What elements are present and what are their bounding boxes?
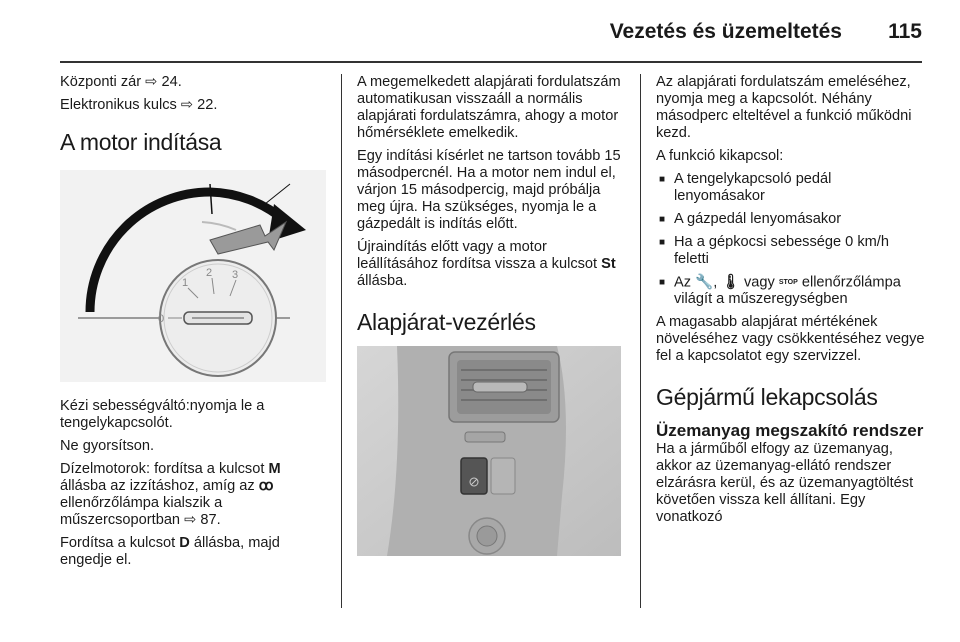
page-header [0, 0, 960, 62]
idle-control-switch-photo [357, 346, 621, 556]
reference-electronic-key: Elektronikus kulcs ⇨ 22. [60, 97, 218, 113]
paragraph-service: A magasabb alapjárat mértékének növeléséhez vagy csökkentéséhez vegye fel a kapcsolatot egy szervizzel. [656, 314, 925, 365]
paragraph-manual-gearbox: Kézi sebességváltó:nyomja le a tengelykapcsolót. [60, 398, 265, 431]
list-item: ■ Ha a gépkocsi sebessége 0 km/h feletti [656, 234, 926, 268]
coolant-temperature-icon: 🌡 [721, 274, 740, 291]
column-2 [357, 74, 627, 556]
section-heading-vehicle-shutdown: Gépjármű lekapcsolás [656, 384, 878, 411]
subheading-fuel-cutoff: Üzemanyag megszakító rendszer [656, 421, 924, 441]
paragraph-idle-switch: Az alapjárati fordulatszám emeléséhez, nyomja meg a kapcsolót. Néhány másodperc elteltével a funkció működni kezd. [656, 74, 912, 141]
section-heading-engine-start: A motor indítása [60, 129, 222, 155]
position-label-0: 0 [158, 313, 165, 325]
stop-icon: STOP [778, 279, 798, 286]
column-1 [60, 74, 330, 575]
key-position-st: St [601, 256, 616, 272]
header-rule [60, 61, 922, 63]
vent-lower-slot [465, 432, 505, 442]
header-title: Vezetés és üzemeltetés [609, 20, 842, 43]
section-heading-idle-control: Alapjárat-vezérlés [357, 309, 536, 335]
position-label-2: 2 [206, 267, 213, 279]
paragraph-idle-return: A megemelkedett alapjárati fordulatszám automatikusan visszaáll a normális alapjárati fordulatszámra, ahogy a motor hőmérséklete emelkedik. [357, 74, 621, 141]
list-item: ■ A tengelykapcsoló pedál lenyomásakor [656, 171, 926, 205]
list-item: ■ Az 🔧, 🌡 vagy STOP ellenőrzőlámpa világít a műszeregységben [656, 274, 926, 308]
glow-plug-icon: ꝏ [258, 478, 274, 494]
list-item: ■ A gázpedál lenyomásakor [656, 211, 926, 228]
paragraph-turn-key: Fordítsa a kulcsot D állásba, majd engedje el. [60, 535, 280, 568]
position-label-1: 1 [182, 277, 189, 289]
column-divider-2 [640, 74, 641, 608]
reference-central-lock: Központi zár ⇨ 24. [60, 74, 182, 90]
key-position-m: M [268, 461, 281, 477]
paragraph-restart: Újraindítás előtt vagy a motor leállításához fordítsa vissza a kulcsot St állásba. [357, 239, 616, 289]
paragraph-diesel: Dízelmotorok: fordítsa a kulcsot M állásba az izzításhoz, amíg az ꝏ ellenőrzőlámpa kialszik a műszercsoportban ⇨ 87. [60, 461, 281, 528]
paragraph-no-throttle: Ne gyorsítson. [60, 438, 155, 454]
position-label-3: 3 [232, 269, 239, 281]
column-divider-1 [341, 74, 342, 608]
paragraph-deactivation: A funkció kikapcsol: [656, 148, 784, 164]
service-wrench-icon: 🔧 [695, 274, 714, 291]
page-number: 115 [888, 20, 922, 43]
idle-control-switch [461, 458, 487, 494]
paragraph-fuel-cutoff: Ha a járműből elfogy az üzemanyag, akkor az üzemanyag-ellátó rendszer elzárásra kerül, és az üzemanyagtöltést követően vissza kell állítani. Egy vonatkozó [656, 441, 914, 526]
ignition-switch-figure [60, 170, 326, 382]
column-3 [656, 74, 926, 532]
key-position-d: D [179, 535, 190, 551]
deactivation-list [656, 171, 926, 308]
blank-switch [491, 458, 515, 494]
vent-slider [473, 382, 527, 392]
paragraph-start-attempt: Egy indítási kísérlet ne tartson tovább 15 másodpercnél. Ha a motor nem indul el, várjon 15 másodpercig, majd próbálja meg újra. Ha szükséges, nyomja le a gázpedált is indítás előtt. [357, 148, 621, 232]
